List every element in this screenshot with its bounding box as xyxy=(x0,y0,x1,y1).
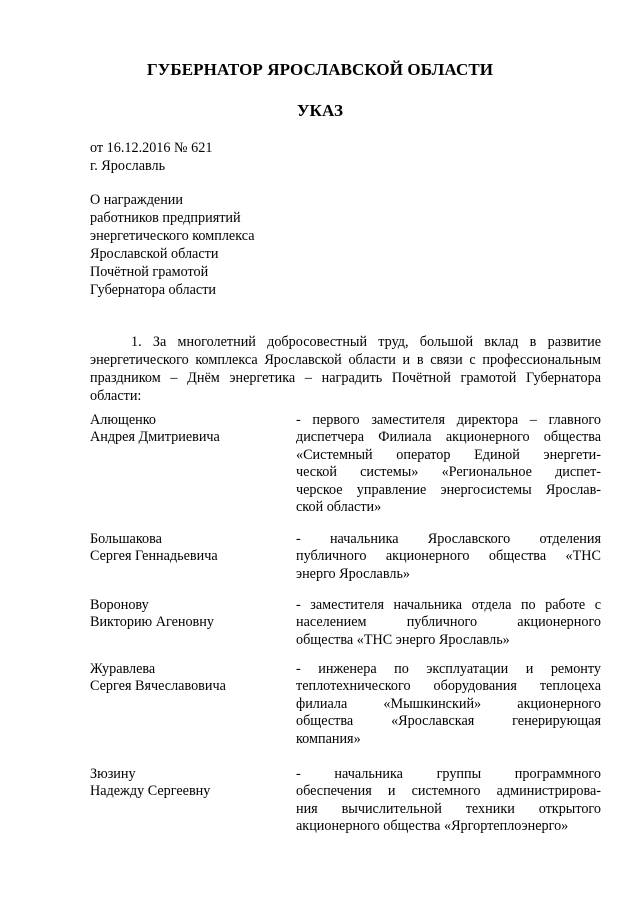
subject-line: Ярославской области xyxy=(90,246,219,262)
awardee-surname: Воронову xyxy=(90,597,149,613)
awardee-surname: Журавлева xyxy=(90,661,156,677)
position-line: филиала «Мышкинский» акционерного xyxy=(296,695,601,712)
position-line: ния вычислительной техники открытого xyxy=(296,800,601,817)
awardee-name xyxy=(90,661,280,696)
date-and-number: от 16.12.2016 № 621 xyxy=(90,140,213,156)
position-line: ской области» xyxy=(296,499,382,516)
subject-line: Губернатора области xyxy=(90,282,216,298)
subject-line: энергетического комплекса xyxy=(90,228,255,244)
awardee-position xyxy=(296,597,601,649)
position-line: - начальника группы программного xyxy=(296,766,601,782)
position-line: населением публичного акционерного xyxy=(296,614,601,631)
awardee-name xyxy=(90,412,280,447)
position-line: черское управление энергосистемы Ярослав- xyxy=(296,481,601,498)
position-line: - заместителя начальника отдела по работе с xyxy=(296,597,601,613)
awardee-given-name: Сергея Вячеславовича xyxy=(90,678,226,695)
position-line: энерго Ярославль» xyxy=(296,565,411,582)
awardee-given-name: Надежду Сергеевну xyxy=(90,783,211,800)
awardee-position xyxy=(296,531,601,583)
awardee-position xyxy=(296,766,601,836)
position-line: диспетчера Филиала акционерного общества xyxy=(296,429,601,446)
position-line: ческой системы» «Региональное диспет- xyxy=(296,464,601,481)
city: г. Ярославль xyxy=(90,158,166,174)
awardee-position xyxy=(296,661,601,748)
document-meta xyxy=(90,139,212,175)
awardee-given-name: Викторию Агеновну xyxy=(90,614,214,631)
position-line: обеспечения и системного администрирова- xyxy=(296,783,601,800)
subject-line: работников предприятий xyxy=(90,210,241,226)
position-line: - начальника Ярославского отделения xyxy=(296,531,601,547)
awardee-surname: Большакова xyxy=(90,531,162,547)
document-type: УКАЗ xyxy=(296,101,344,120)
paragraph-1: 1. За многолетний добросовестный труд, большой вклад в развитие энергетического комплекса Ярославской области и в связи с профессиональным праздником – Днём энергетика – наградить Почётной грамотой Губернатора области: xyxy=(90,334,601,404)
document-subject xyxy=(90,191,255,299)
subject-line: О награждении xyxy=(90,192,183,208)
awardee-name xyxy=(90,766,280,801)
awardee-surname: Алющенко xyxy=(90,412,157,428)
awardee-surname: Зюзину xyxy=(90,766,136,782)
position-line: «Системный оператор Единой энергети- xyxy=(296,446,601,463)
position-line: акционерного общества «Яргортеплоэнерго» xyxy=(296,818,569,835)
position-line: компания» xyxy=(296,730,361,747)
position-line: общества «ТНС энерго Ярославль» xyxy=(296,631,510,648)
document-title: ГУБЕРНАТОР ЯРОСЛАВСКОЙ ОБЛАСТИ xyxy=(146,60,494,79)
position-line: теплотехнического оборудования теплоцеха xyxy=(296,678,601,695)
position-line: - первого заместителя директора – главного xyxy=(296,412,601,428)
position-line: общества «Ярославская генерирующая xyxy=(296,713,601,730)
awardee-position xyxy=(296,412,601,516)
awardee-given-name: Андрея Дмитриевича xyxy=(90,429,220,446)
awardee-name xyxy=(90,531,280,566)
subject-line: Почётной грамотой xyxy=(90,264,209,280)
awardee-given-name: Сергея Геннадьевича xyxy=(90,548,218,565)
position-line: - инженера по эксплуатации и ремонту xyxy=(296,661,601,677)
position-line: публичного акционерного общества «ТНС xyxy=(296,548,601,565)
awardee-name xyxy=(90,597,280,632)
